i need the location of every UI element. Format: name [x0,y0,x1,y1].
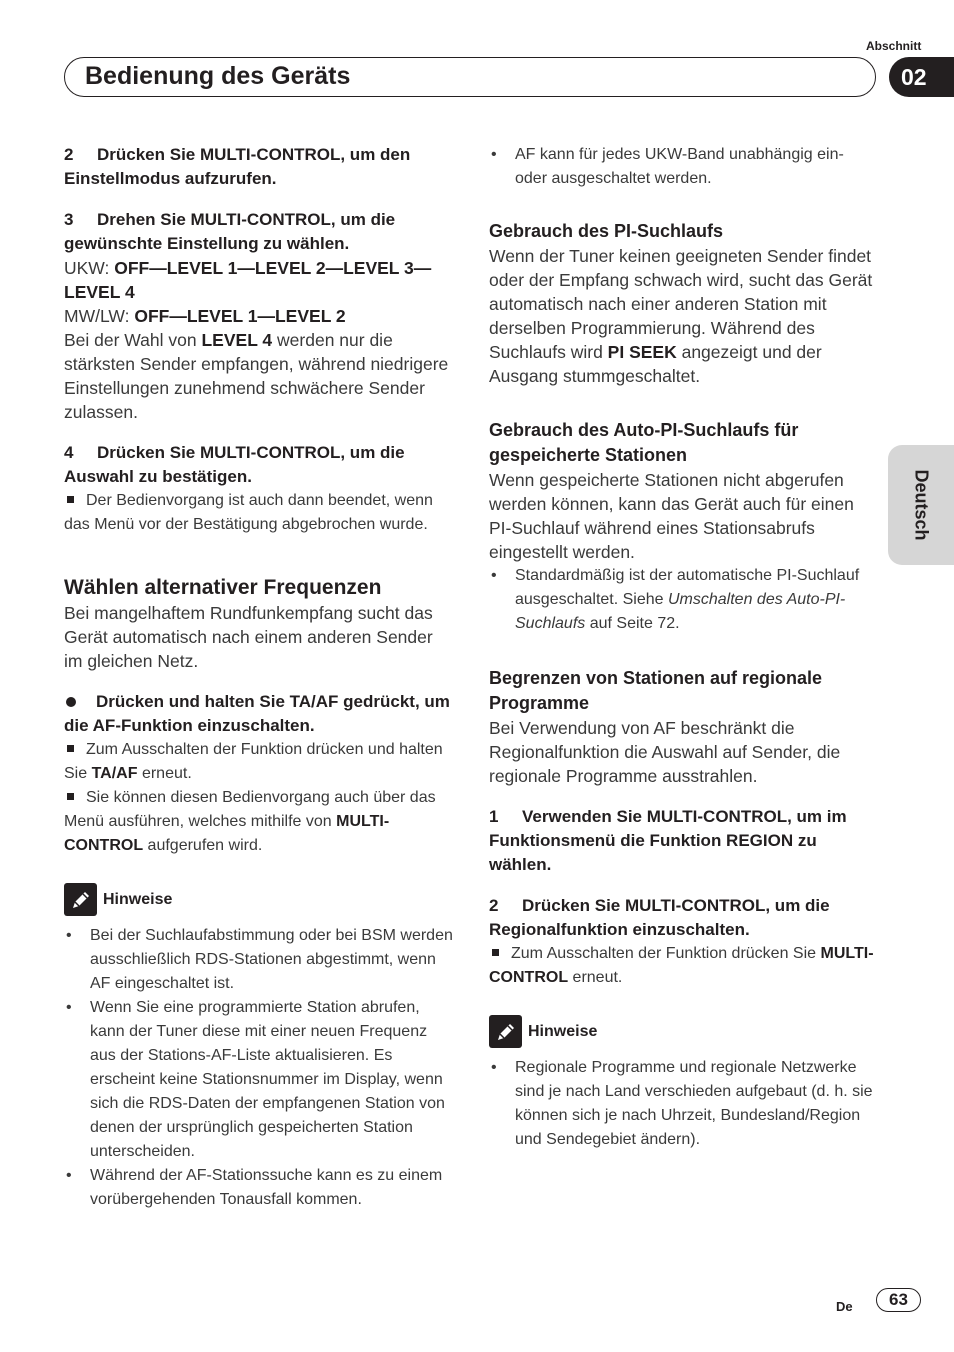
step-4-note: Der Bedienvorgang ist auch dann beendet, wenn das Menü vor der Bestätigung abgebrochen wurde. [64,492,433,533]
round-bullet-icon [66,697,76,707]
square-bullet-icon [67,496,74,503]
section-label: Abschnitt [866,39,922,53]
language-tab-label: Deutsch [911,469,932,541]
square-bullet-icon [67,745,74,752]
step-2: 2 Drücken Sie MULTI-CONTROL, um den Einstellmodus aufzurufen. [64,145,411,188]
pencil-icon [489,1015,522,1048]
af-note-2: Sie können diesen Bedienvorgang auch über das Menü ausführen, welches mithilfe von MULTI-CONTROL aufgerufen wird. [64,789,436,854]
step-4: 4 Drücken Sie MULTI-CONTROL, um die Auswahl zu bestätigen. [64,443,405,486]
hinweise-heading: Hinweise [489,1015,879,1048]
right-column [489,143,879,1152]
region-heading: Begrenzen von Stationen auf regionale Programme [489,668,823,713]
chapter-number: 02 [889,57,954,97]
level-description: Bei der Wahl von LEVEL 4 werden nur die stärksten Sender empfangen, während niedrigere Einstellungen zunehmend schwächere Sender zulassen. [64,330,449,422]
pencil-icon [64,883,97,916]
ukw-levels: UKW: OFF—LEVEL 1—LEVEL 2—LEVEL 3—LEVEL 4 [64,258,432,302]
hinweise-heading: Hinweise [64,883,454,916]
pi-text: Wenn der Tuner keinen geeigneten Sender findet oder der Empfang schwach wird, sucht das Gerät automatisch nach einer anderen Station mit derselben Programmierung. Während des Suchlaufs wird PI SEEK angezeigt und der Ausgang stummgeschaltet. [489,246,873,386]
pi-heading: Gebrauch des PI-Suchlaufs [489,221,724,241]
square-bullet-icon [67,793,74,800]
left-column [64,143,454,1212]
page-language: De [836,1299,853,1314]
section-heading: Wählen alternativer Frequenzen [64,576,382,599]
dot-step: Drücken und halten Sie TA/AF gedrückt, um die AF-Funktion einzuschalten. [64,692,450,735]
hinweis-item: • Regionale Programme und regionale Netzwerke sind je nach Land verschieden aufgebaut (d. h. sie können sich je nach Uhrzeit, Bundesland/Region und Sendegebiet ändern). [489,1056,879,1152]
hinweis-item: • Während der AF-Stationssuche kann es zu einem vorübergehenden Tonausfall kommen. [64,1164,454,1212]
square-bullet-icon [492,949,499,956]
hinweis-item: • Wenn Sie eine programmierte Station abrufen, kann der Tuner diese mit einer neuen Frequenz aus der Stations-AF-Liste aktualisieren. Es erscheint keine Stationsnummer im Display, wenn sich die RDS-Daten der empfangenen Station von denen der ursprünglich gespeicherten Station unterscheiden. [64,996,454,1164]
step-3: 3 Drehen Sie MULTI-CONTROL, um die gewünschte Einstellung zu wählen. [64,210,396,253]
page-title: Bedienung des Geräts [85,62,351,90]
page-number: 63 [876,1288,921,1312]
hinweis-item: • Bei der Suchlaufabstimmung oder bei BSM werden ausschließlich RDS-Stationen abgestimmt, wenn AF eingeschaltet ist. [64,924,454,996]
region-step-2-note: Zum Ausschalten der Funktion drücken Sie MULTI-CONTROL erneut. [489,945,874,986]
autopi-bullet: • Standardmäßig ist der automatische PI-Suchlauf ausgeschaltet. Siehe Umschalten des Auto-PI-Suchlaufs auf Seite 72. [489,564,879,636]
autopi-heading: Gebrauch des Auto-PI-Suchlaufs für gespeicherte Stationen [489,420,799,465]
mw-levels: MW/LW: OFF—LEVEL 1—LEVEL 2 [64,306,346,326]
af-bullet: • AF kann für jedes UKW-Band unabhängig ein- oder ausgeschaltet werden. [489,143,879,191]
section-intro: Bei mangelhaftem Rundfunkempfang sucht das Gerät automatisch nach einem anderen Sender im gleichen Netz. [64,603,433,671]
af-note-1: Zum Ausschalten der Funktion drücken und halten Sie TA/AF erneut. [64,741,443,782]
region-text: Bei Verwendung von AF beschränkt die Regionalfunktion die Auswahl auf Sender, die regionale Programme ausstrahlen. [489,718,841,786]
region-step-1: 1 Verwenden Sie MULTI-CONTROL, um im Funktionsmenü die Funktion REGION zu wählen. [489,807,847,874]
header-bar [64,57,876,97]
region-step-2: 2 Drücken Sie MULTI-CONTROL, um die Regionalfunktion einzuschalten. [489,896,830,939]
autopi-text: Wenn gespeicherte Stationen nicht abgerufen werden können, kann das Gerät auch für einen PI-Suchlauf während eines Stationsabrufs eingestellt werden. [489,470,854,562]
cross-reference-link[interactable]: Umschalten des Auto-PI-Suchlaufs [515,591,846,632]
